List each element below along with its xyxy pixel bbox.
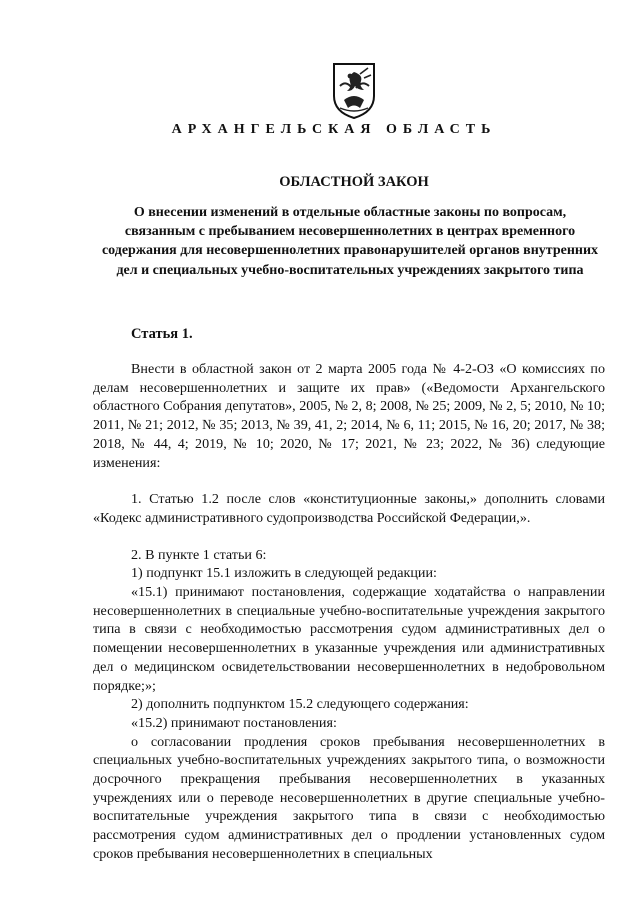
subitem-1-paragraph: 1) подпункт 15.1 изложить в следующей редакции: bbox=[131, 565, 437, 582]
law-title: О внесении изменений в отдельные областные законы по вопросам, связанным с пребыванием несовершеннолетних в центрах временного содержания для несовершеннолетних правонарушителей органов внутренних дел и специальных учебно-воспитательных учреждениях закрытого типа bbox=[101, 205, 599, 278]
subitem-2-paragraph: 2) дополнить подпунктом 15.2 следующего содержания: bbox=[131, 696, 469, 713]
item-1-paragraph: 1. Статью 1.2 после слов «конституционные законы,» дополнить словами «Кодекс административного судопроизводства Российской Федерации,». bbox=[93, 491, 605, 526]
quote-15-2-body: о согласовании продления сроков пребывания несовершеннолетних в специальных учебно-воспитательных учреждениях закрытого типа, о возможности досрочного прекращения пребывания несовершеннолетних в указанных учреждениях или о переводе несовершеннолетних в другие специальные учебно-воспитательные учреждения закрытого типа в связи с необходимостью рассмотрения судом административных дел о продлении установленных судом сроков пребывания несовершеннолетних в специальных bbox=[93, 733, 605, 862]
law-type-heading: ОБЛАСТНОЙ ЗАКОН bbox=[279, 174, 429, 190]
coat-of-arms-emblem-icon bbox=[330, 60, 378, 120]
article-body bbox=[93, 360, 605, 864]
quote-15-2-heading: «15.2) принимают постановления: bbox=[131, 714, 337, 731]
article-heading: Статья 1. bbox=[131, 326, 193, 342]
article-intro-paragraph: Внести в областной закон от 2 марта 2005 года № 4-2-ОЗ «О комиссиях по делам несовершеннолетних и защите их прав» («Ведомости Архангельского областного Собрания депутатов», 2005, № 2, 8; 2008, № 25; 2009, № 2, 5; 2010, № 10; 2011, № 21; 2012, № 35; 2013, № 39, 41, 2; 2014, № 6, 11; 2015, № 16, 20; 2017, № 38; 2018, № 44, 4; 2019, № 10; 2020, № 17; 2021, № 23; 2022, № 36) следующие изменения: bbox=[93, 361, 605, 471]
quote-15-1-paragraph: «15.1) принимают постановления, содержащие ходатайства о направлении несовершеннолетних в специальные учебно-воспитательные учреждения закрытого типа в связи с необходимостью рассмотрения судом административных дел о помещении несовершеннолетних в указанные учреждения или административных дел о медицинском освидетельствовании несовершеннолетних в недобровольном порядке;»; bbox=[93, 584, 605, 694]
item-2-paragraph: 2. В пункте 1 статьи 6: bbox=[131, 546, 267, 563]
region-name: АРХАНГЕЛЬСКАЯ ОБЛАСТЬ bbox=[171, 122, 497, 137]
